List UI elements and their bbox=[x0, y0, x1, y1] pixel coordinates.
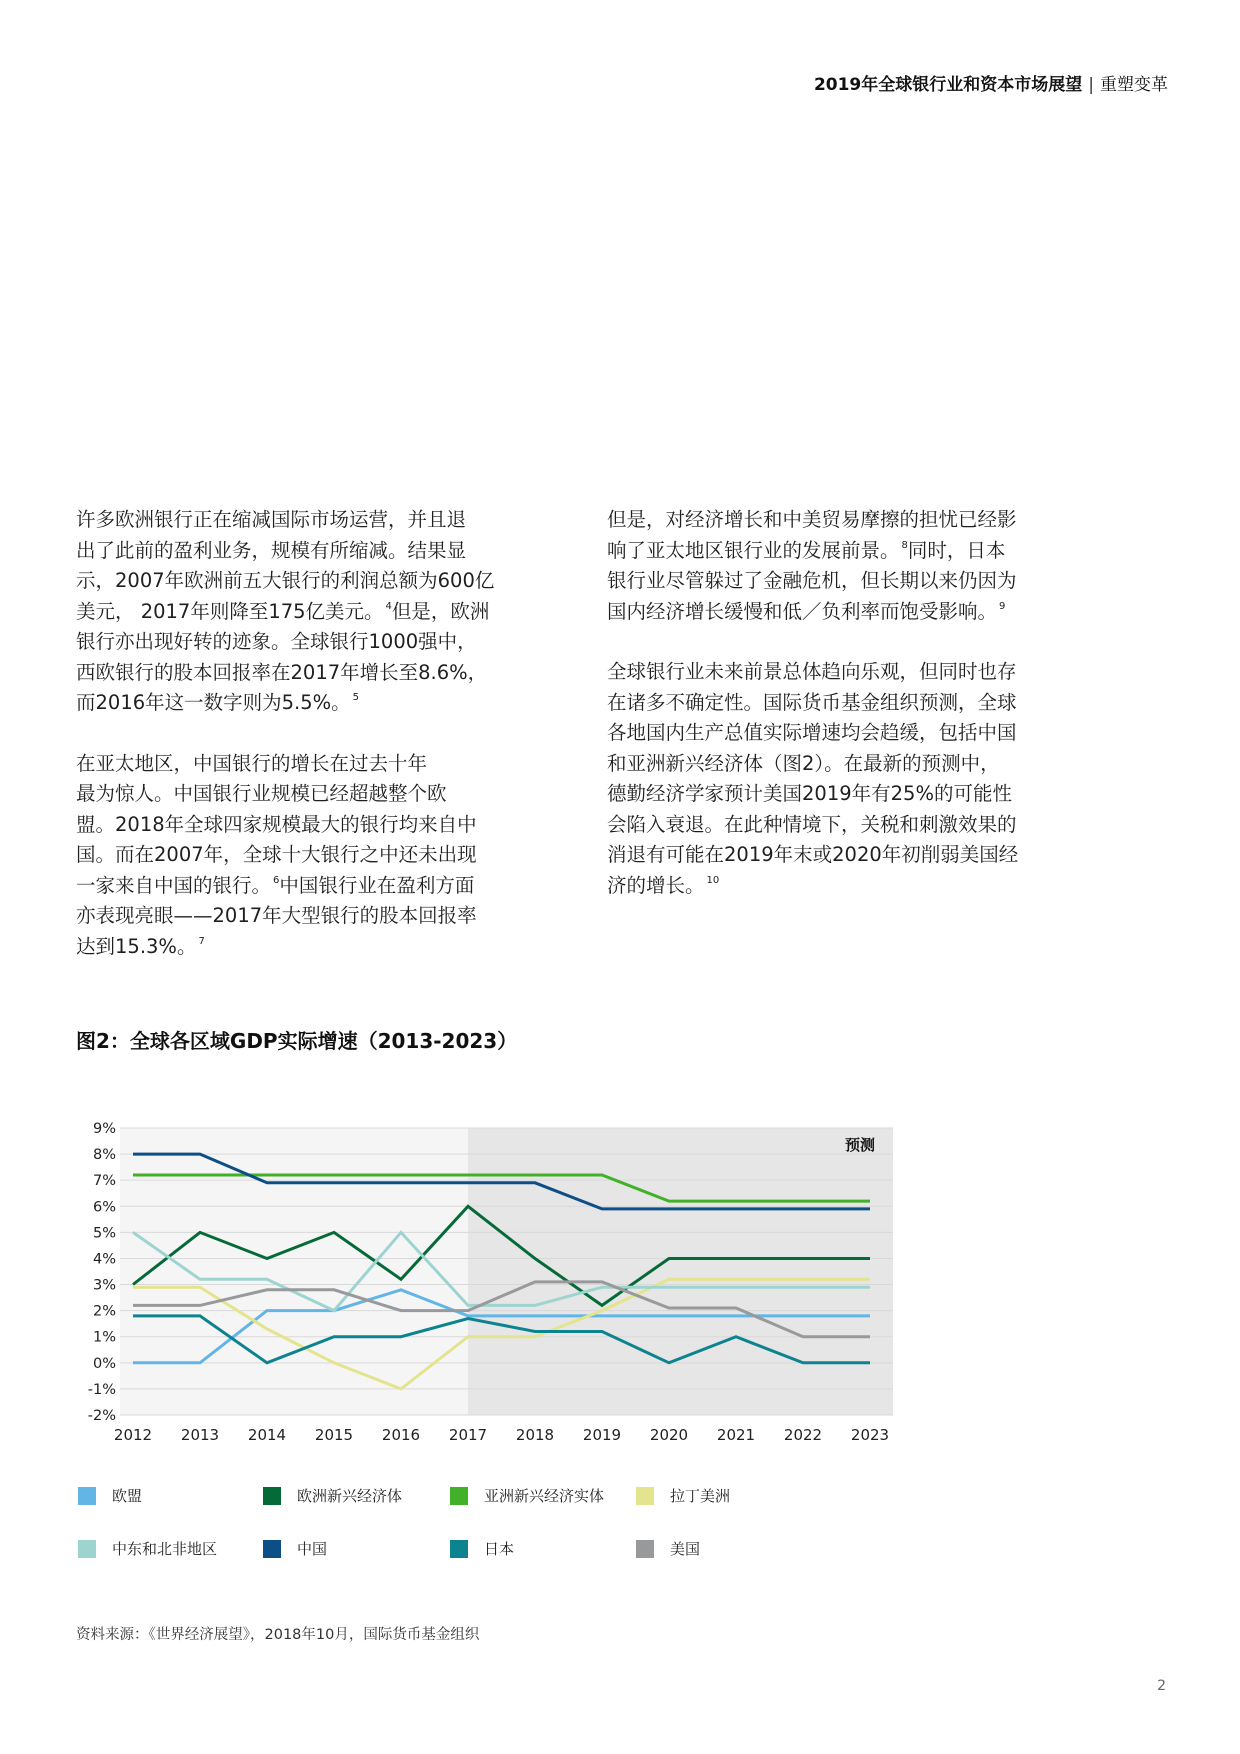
text-line: 银行亦出现好转的迹象。全球银行1000强中， bbox=[76, 630, 477, 653]
legend-swatch bbox=[636, 1540, 654, 1558]
x-tick-label: 2016 bbox=[381, 1426, 421, 1444]
y-tick-label: 1% bbox=[92, 1329, 116, 1346]
y-tick-label: 9% bbox=[92, 1121, 116, 1137]
text-line: 各地国内生产总值实际增速均会趋缓，包括中国 bbox=[607, 721, 1017, 744]
text-line: 盟。2018年全球四家规模最大的银行均来自中 bbox=[76, 812, 477, 836]
legend-item bbox=[450, 1538, 514, 1559]
text-line: 德勤经济学家预计美国2019年有25%的可能性 bbox=[607, 782, 1012, 805]
text-line: 示，2007年欧洲前五大银行的利润总额为600亿 bbox=[76, 569, 495, 592]
legend-label: 中东和北非地区 bbox=[112, 1540, 218, 1558]
y-tick-label: -1% bbox=[87, 1381, 116, 1398]
text-line: 许多欧洲银行正在缩减国际市场运营，并且退 bbox=[76, 508, 467, 531]
legend-item bbox=[263, 1485, 402, 1506]
text-line bbox=[76, 597, 546, 628]
left-column bbox=[76, 505, 546, 992]
text-line: 在亚太地区，中国银行的增长在过去十年 bbox=[76, 751, 428, 775]
x-tick-label: 2022 bbox=[783, 1426, 823, 1444]
legend-swatch bbox=[450, 1540, 468, 1558]
text-segment: 同时，日本 bbox=[907, 538, 1006, 562]
legend-item bbox=[636, 1538, 700, 1559]
text-line bbox=[607, 536, 1077, 567]
x-tick-label: 2020 bbox=[649, 1426, 689, 1444]
right-column bbox=[607, 505, 1077, 931]
text-line: 但是，对经济增长和中美贸易摩擦的担忧已经影 bbox=[607, 508, 1017, 531]
text-line: 全球银行业未来前景总体趋向乐观，但同时也存 bbox=[607, 660, 1017, 683]
legend-swatch bbox=[636, 1487, 654, 1505]
text-line bbox=[607, 871, 1077, 902]
text-segment: 但是，欧洲 bbox=[391, 599, 490, 623]
paragraph bbox=[607, 505, 1077, 627]
footnote-ref: 8 bbox=[901, 539, 908, 551]
footnote-ref: 10 bbox=[706, 874, 720, 886]
text-line: 最为惊人。中国银行业规模已经超越整个欧 bbox=[76, 782, 447, 805]
forecast-label: 预测 bbox=[844, 1136, 875, 1154]
legend-label: 欧洲新兴经济体 bbox=[297, 1487, 403, 1505]
x-tick-label: 2017 bbox=[448, 1426, 488, 1444]
text-segment: 济的增长。 bbox=[607, 873, 705, 897]
paragraph bbox=[76, 749, 546, 963]
x-tick-label: 2013 bbox=[180, 1426, 220, 1444]
text-line: 和亚洲新兴经济体（图2）。在最新的预测中， bbox=[607, 751, 1000, 775]
legend-swatch bbox=[450, 1487, 468, 1505]
y-tick-label: 5% bbox=[92, 1225, 116, 1242]
y-tick-label: 0% bbox=[92, 1355, 116, 1372]
text-segment: 国内经济增长缓慢和低／负利率而饱受影响。 bbox=[607, 599, 998, 623]
y-tick-label: 2% bbox=[92, 1303, 116, 1320]
paragraph bbox=[76, 505, 546, 719]
footnote-ref: 5 bbox=[352, 692, 360, 703]
header-title: 2019年全球银行业和资本市场展望 bbox=[813, 75, 1083, 95]
text-segment: 中国银行业在盈利方面 bbox=[279, 873, 475, 897]
text-line: 国。而在2007年，全球十大银行之中还未出现 bbox=[76, 843, 477, 866]
text-segment: 达到15.3%。 bbox=[76, 934, 197, 958]
y-tick-label: 4% bbox=[92, 1251, 116, 1268]
text-line bbox=[607, 597, 1077, 628]
text-line: 会陷入衰退。在此种情境下，关税和刺激效果的 bbox=[607, 812, 1017, 836]
paragraph bbox=[607, 657, 1077, 901]
legend-label: 美国 bbox=[670, 1540, 701, 1558]
footnote-ref: 6 bbox=[273, 874, 280, 886]
legend-item bbox=[450, 1485, 604, 1506]
header-subtitle: 重塑变革 bbox=[1100, 75, 1168, 95]
text-line bbox=[76, 932, 546, 963]
legend-label: 日本 bbox=[484, 1540, 515, 1558]
forecast-region bbox=[468, 1128, 893, 1415]
text-line bbox=[76, 871, 546, 902]
figure-title: 图2：全球各区域GDP实际增速（2013-2023） bbox=[76, 1029, 518, 1053]
legend-swatch bbox=[78, 1487, 96, 1505]
x-tick-label: 2018 bbox=[515, 1426, 555, 1444]
header-separator: | bbox=[1088, 75, 1094, 95]
y-tick-label: 6% bbox=[92, 1199, 116, 1216]
footnote-ref: 9 bbox=[999, 600, 1006, 612]
legend-swatch bbox=[263, 1487, 281, 1505]
text-line: 西欧银行的股本回报率在2017年增长至8.6%， bbox=[76, 660, 488, 684]
footnote-ref: 4 bbox=[385, 600, 392, 612]
text-line: 银行业尽管躲过了金融危机，但长期以来仍因为 bbox=[607, 569, 1017, 592]
text-line: 在诸多不确定性。国际货币基金组织预测，全球 bbox=[607, 690, 1017, 714]
y-tick-label: 7% bbox=[92, 1173, 116, 1190]
text-segment: 而2016年这一数字则为5.5%。 bbox=[76, 691, 351, 714]
gdp-line-chart bbox=[70, 1110, 900, 1460]
legend-label: 中国 bbox=[297, 1540, 328, 1558]
text-segment: 美元， 2017年则降至175亿美元。 bbox=[76, 599, 384, 623]
y-tick-label: -2% bbox=[87, 1408, 116, 1424]
legend-label: 亚洲新兴经济实体 bbox=[484, 1487, 605, 1505]
x-tick-label: 2012 bbox=[113, 1426, 153, 1444]
x-tick-label: 2019 bbox=[582, 1426, 622, 1444]
text-line bbox=[76, 688, 546, 719]
legend-swatch bbox=[263, 1540, 281, 1558]
source-note: 资料来源：《世界经济展望》，2018年10月，国际货币基金组织 bbox=[76, 1627, 480, 1643]
text-line: 出了此前的盈利业务，规模有所缩减。结果显 bbox=[76, 538, 467, 562]
x-tick-label: 2015 bbox=[314, 1426, 354, 1444]
x-tick-label: 2021 bbox=[716, 1426, 756, 1444]
x-tick-label: 2023 bbox=[850, 1426, 890, 1444]
text-line: 消退有可能在2019年末或2020年初削弱美国经 bbox=[607, 843, 1019, 866]
text-segment: 一家来自中国的银行。 bbox=[76, 873, 272, 897]
legend-swatch bbox=[78, 1540, 96, 1558]
text-line: 亦表现亮眼——2017年大型银行的股本回报率 bbox=[76, 904, 477, 927]
text-segment: 响了亚太地区银行业的发展前景。 bbox=[607, 538, 900, 562]
x-tick-label: 2014 bbox=[247, 1426, 287, 1444]
legend-label: 拉丁美洲 bbox=[670, 1487, 731, 1505]
y-tick-label: 3% bbox=[92, 1277, 116, 1294]
legend-item bbox=[78, 1485, 142, 1506]
running-header bbox=[814, 70, 1168, 95]
footnote-ref: 7 bbox=[198, 935, 205, 947]
page-number: 2 bbox=[1157, 1678, 1166, 1694]
legend-label: 欧盟 bbox=[112, 1487, 143, 1505]
legend-item bbox=[263, 1538, 327, 1559]
legend-item bbox=[636, 1485, 730, 1506]
y-tick-label: 8% bbox=[92, 1147, 116, 1164]
legend-item bbox=[78, 1538, 217, 1559]
